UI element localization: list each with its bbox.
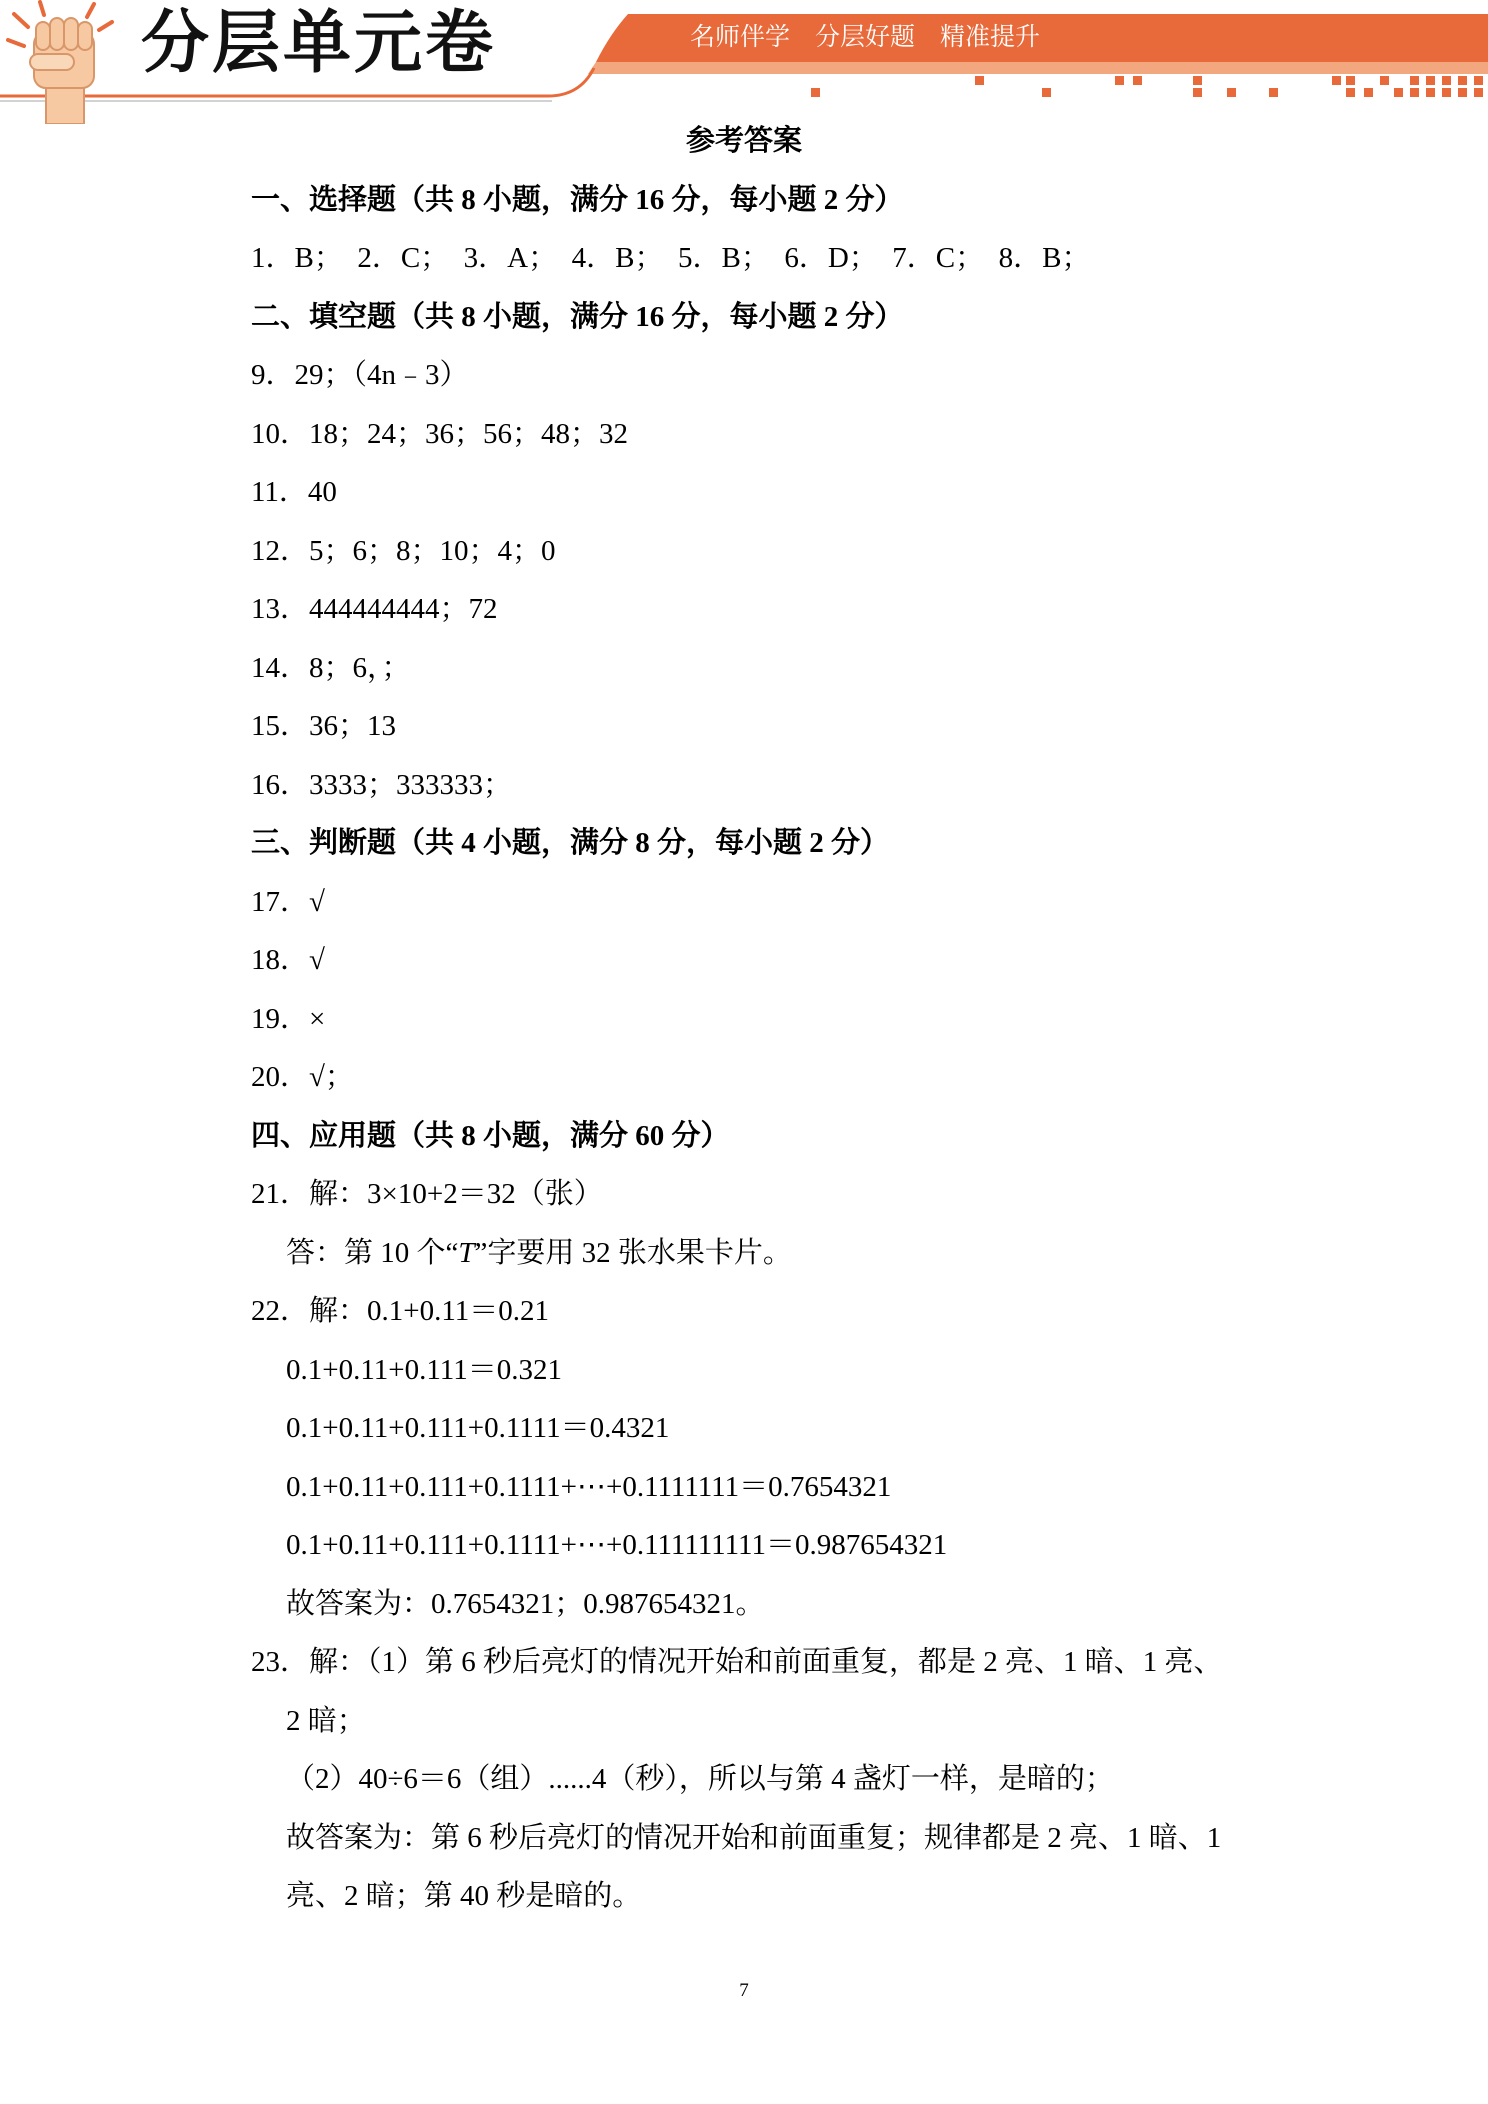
decor-square — [1042, 88, 1051, 97]
decor-square — [1332, 76, 1341, 85]
decor-square — [1474, 88, 1483, 97]
section-application-title: 四、应用题（共 8 小题，满分 60 分） — [251, 1119, 730, 1152]
q22-line: 0.1+0.11+0.111+0.1111＝0.4321 — [286, 1412, 670, 1444]
q23-line: 2 暗； — [286, 1704, 366, 1737]
fill-answer-12: 12．5；6；8；10；4；0 — [251, 534, 556, 567]
q21-answer — [0, 1224, 1488, 1283]
decor-square — [1410, 88, 1419, 97]
judge-answer-18: 18．√ — [251, 944, 325, 976]
q21-answer-before: 答：第 10 个“ — [286, 1236, 459, 1269]
decor-square — [1193, 88, 1202, 97]
decor-square — [1133, 76, 1142, 85]
answer-key-heading: 参考答案 — [685, 125, 802, 157]
page-header — [0, 0, 1488, 130]
decor-square — [1442, 88, 1451, 97]
decor-square — [1346, 76, 1355, 85]
q23-line: 23．解：（1）第 6 秒后亮灯的情况开始和前面重复，都是 2 亮、1 暗、1 亮、 — [251, 1646, 1223, 1678]
decor-square — [1227, 88, 1236, 97]
q22-line: 22．解：0.1+0.11＝0.21 — [251, 1295, 550, 1327]
decor-square — [1115, 76, 1124, 85]
section-judge-title: 三、判断题（共 4 小题，满分 8 分，每小题 2 分） — [251, 827, 890, 859]
decor-square — [1426, 88, 1435, 97]
choice-answers: 1．B； 2．C； 3．A； 4．B； 5．B； 6．D； 7．C； 8．B； — [251, 242, 1091, 274]
decor-square — [1394, 88, 1403, 97]
judge-answer-20: 20．√； — [251, 1061, 354, 1093]
decor-square — [1269, 88, 1278, 97]
fill-answer-15: 15．36；13 — [251, 710, 397, 742]
decor-squares — [811, 76, 1483, 97]
q23-answer: 故答案为：第 6 秒后亮灯的情况开始和前面重复；规律都是 2 亮、1 暗、1 — [286, 1821, 1222, 1854]
decor-square — [1346, 88, 1355, 97]
fill-answer-14: 14．8；6，； — [251, 651, 411, 684]
decor-square — [1474, 76, 1483, 85]
decor-square — [1442, 76, 1451, 85]
banner-stripe — [588, 62, 1488, 74]
q21-answer-variable: T — [458, 1236, 475, 1269]
answer-key — [0, 112, 1488, 1926]
decor-square — [975, 76, 984, 85]
decor-square — [1410, 76, 1419, 85]
decor-square — [811, 88, 820, 97]
section-choice-title: 一、选择题（共 8 小题，满分 16 分，每小题 2 分） — [251, 183, 904, 216]
decor-square — [1380, 76, 1389, 85]
judge-answer-19: 19．× — [251, 1002, 326, 1035]
q21-answer-after: ”字要用 32 张水果卡片。 — [474, 1236, 792, 1269]
series-title: 分层单元卷 — [141, 4, 497, 83]
q22-line: 0.1+0.11+0.111＝0.321 — [286, 1353, 562, 1386]
judge-answer-17: 17．√ — [251, 885, 325, 918]
header-slogan: 名师伴学 分层好题 精准提升 — [690, 22, 1041, 51]
q23-answer: 亮、2 暗；第 40 秒是暗的。 — [286, 1880, 642, 1912]
decor-square — [1458, 88, 1467, 97]
fill-answer-13: 13．444444444；72 — [251, 593, 498, 625]
raised-fist-icon — [0, 0, 127, 124]
q21-solution: 21．解：3×10+2＝32（张） — [251, 1178, 603, 1210]
q23-line: （2）40÷6＝6（组）......4（秒），所以与第 4 盏灯一样，是暗的； — [286, 1763, 1114, 1795]
fill-answer-16: 16．3333；333333； — [251, 768, 513, 801]
fill-answer-10: 10．18；24；36；56；48；32 — [251, 417, 629, 450]
section-fill-title: 二、填空题（共 8 小题，满分 16 分，每小题 2 分） — [251, 300, 904, 333]
q22-answer: 故答案为：0.7654321；0.987654321。 — [286, 1587, 765, 1620]
q22-line: 0.1+0.11+0.111+0.1111+⋯+0.1111111＝0.7654321 — [286, 1470, 892, 1503]
page-number: 7 — [739, 1980, 749, 2001]
fill-answer-11: 11．40 — [251, 476, 337, 508]
fill-answer-9: 9．29；（4n﹣3） — [251, 359, 469, 391]
decor-square — [1426, 76, 1435, 85]
decor-square — [1193, 76, 1202, 85]
decor-square — [1364, 88, 1373, 97]
decor-square — [1458, 76, 1467, 85]
q22-line: 0.1+0.11+0.111+0.1111+⋯+0.111111111＝0.987654321 — [286, 1529, 948, 1561]
